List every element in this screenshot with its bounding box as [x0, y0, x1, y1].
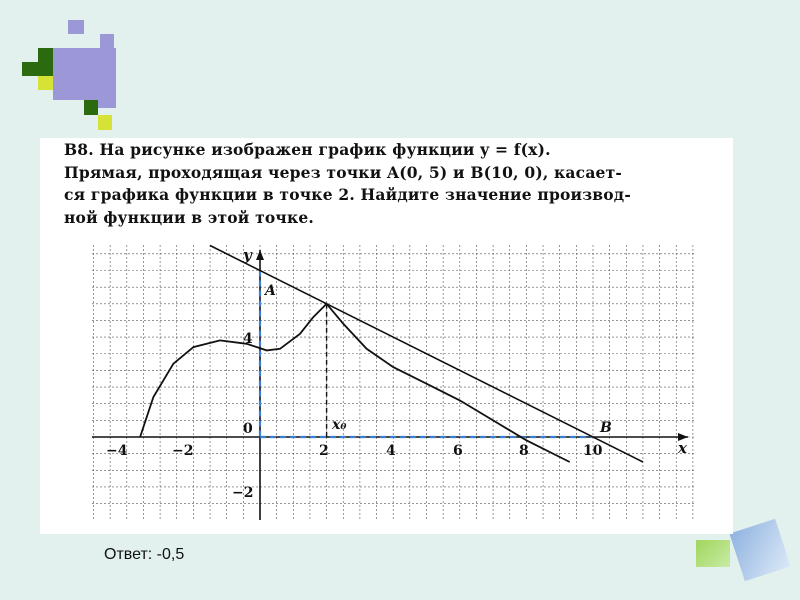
- problem-line: Прямая, проходящая через точки A(0, 5) и B(10, 0), касает-: [64, 162, 623, 182]
- x-tick-label: 2: [319, 443, 329, 459]
- point-a-label: A: [265, 283, 276, 299]
- y-axis-arrow: [256, 250, 264, 260]
- y-tick-label: 4: [243, 331, 253, 347]
- x-tick-label: 10: [583, 443, 603, 459]
- x-tick-label: 6: [453, 443, 463, 459]
- answer-text: Ответ: -0,5: [104, 546, 185, 563]
- problem-line: ной функции в этой точке.: [64, 207, 315, 227]
- problem-line: B8. На рисунке изображен график функции y = f(x).: [64, 140, 551, 159]
- axes: [92, 250, 688, 520]
- x-axis-label: x: [678, 439, 687, 457]
- x-tick-label: 0: [243, 421, 253, 437]
- y-tick-label: −2: [232, 485, 254, 501]
- x-tick-label: 4: [386, 443, 396, 459]
- point-b-label: B: [600, 420, 612, 436]
- y-axis-label: y: [243, 246, 252, 264]
- x0-label: x₀: [332, 417, 347, 433]
- x-tick-label: 8: [519, 443, 529, 459]
- problem-line: ся графика функции в точке 2. Найдите значение производ-: [64, 185, 631, 204]
- grid: [92, 245, 694, 520]
- x-tick-label: −4: [106, 443, 128, 459]
- x-tick-label: −2: [172, 443, 194, 459]
- function-curve: [140, 304, 570, 462]
